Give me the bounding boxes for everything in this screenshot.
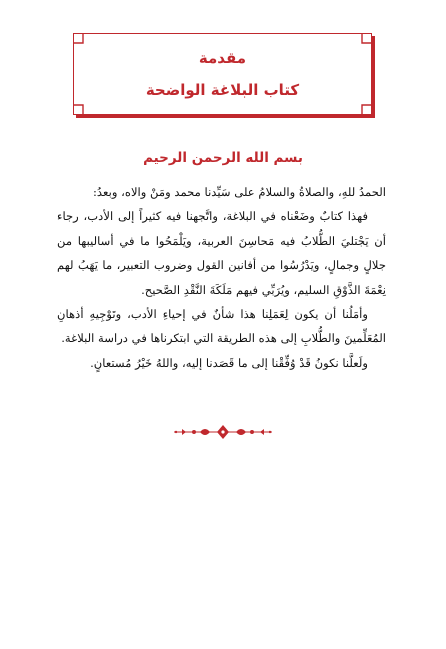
section-subtitle: مقدمة — [198, 49, 247, 67]
introduction-text — [57, 180, 386, 375]
paragraph-purpose: فهذا كتابٌ وضَعْناه في البلاغة، واتَّجهنا فيه كثيراً إلى الأدب، رجاء أن يَجْتليَ الطُّلابُ فيه مَحاسِنَ العربية، ويَلْمَحُوا ما في أساليبها من جلالٍ وجمالٍ، ويَدْرُسُوا من أفانين القول وضروب التعبير، ما يَهَبُ لهم نِعْمَةَ الذَّوْقِ السليم، ويُرَبِّي فيهم مَلَكَةَ النَّقْدِ الصَّحيح. — [57, 209, 386, 297]
divider-ornament — [172, 423, 274, 441]
book-title: كتاب البلاغة الواضحة — [145, 81, 300, 99]
header-frame — [73, 33, 372, 115]
paragraph-closing: ولَعلَّنا نكونُ قَدْ وُفِّقْنا إلى ما قَصَدنا إليه، واللهُ خَيْرُ مُستعانٍ. — [90, 355, 368, 370]
paragraph-opening: الحمدُ للهِ، والصلاةُ والسلامُ على سَيِّدنا محمد ومَنْ والاه، وبعدُ: — [93, 185, 386, 199]
paragraph-hope: وأمَلُنا أن يكون لِعَمَلِنا هذا شأنٌ في إحياءِ الأدب، وتَوْجِيهِ أذهانِ المُعَلِّمينَ والطُّلابِ إلى هذه الطريقة التي ابتكرناها في دراسة البلاغة. — [57, 307, 386, 346]
basmala-heading: بسم الله الرحمن الرحيم — [143, 150, 303, 166]
